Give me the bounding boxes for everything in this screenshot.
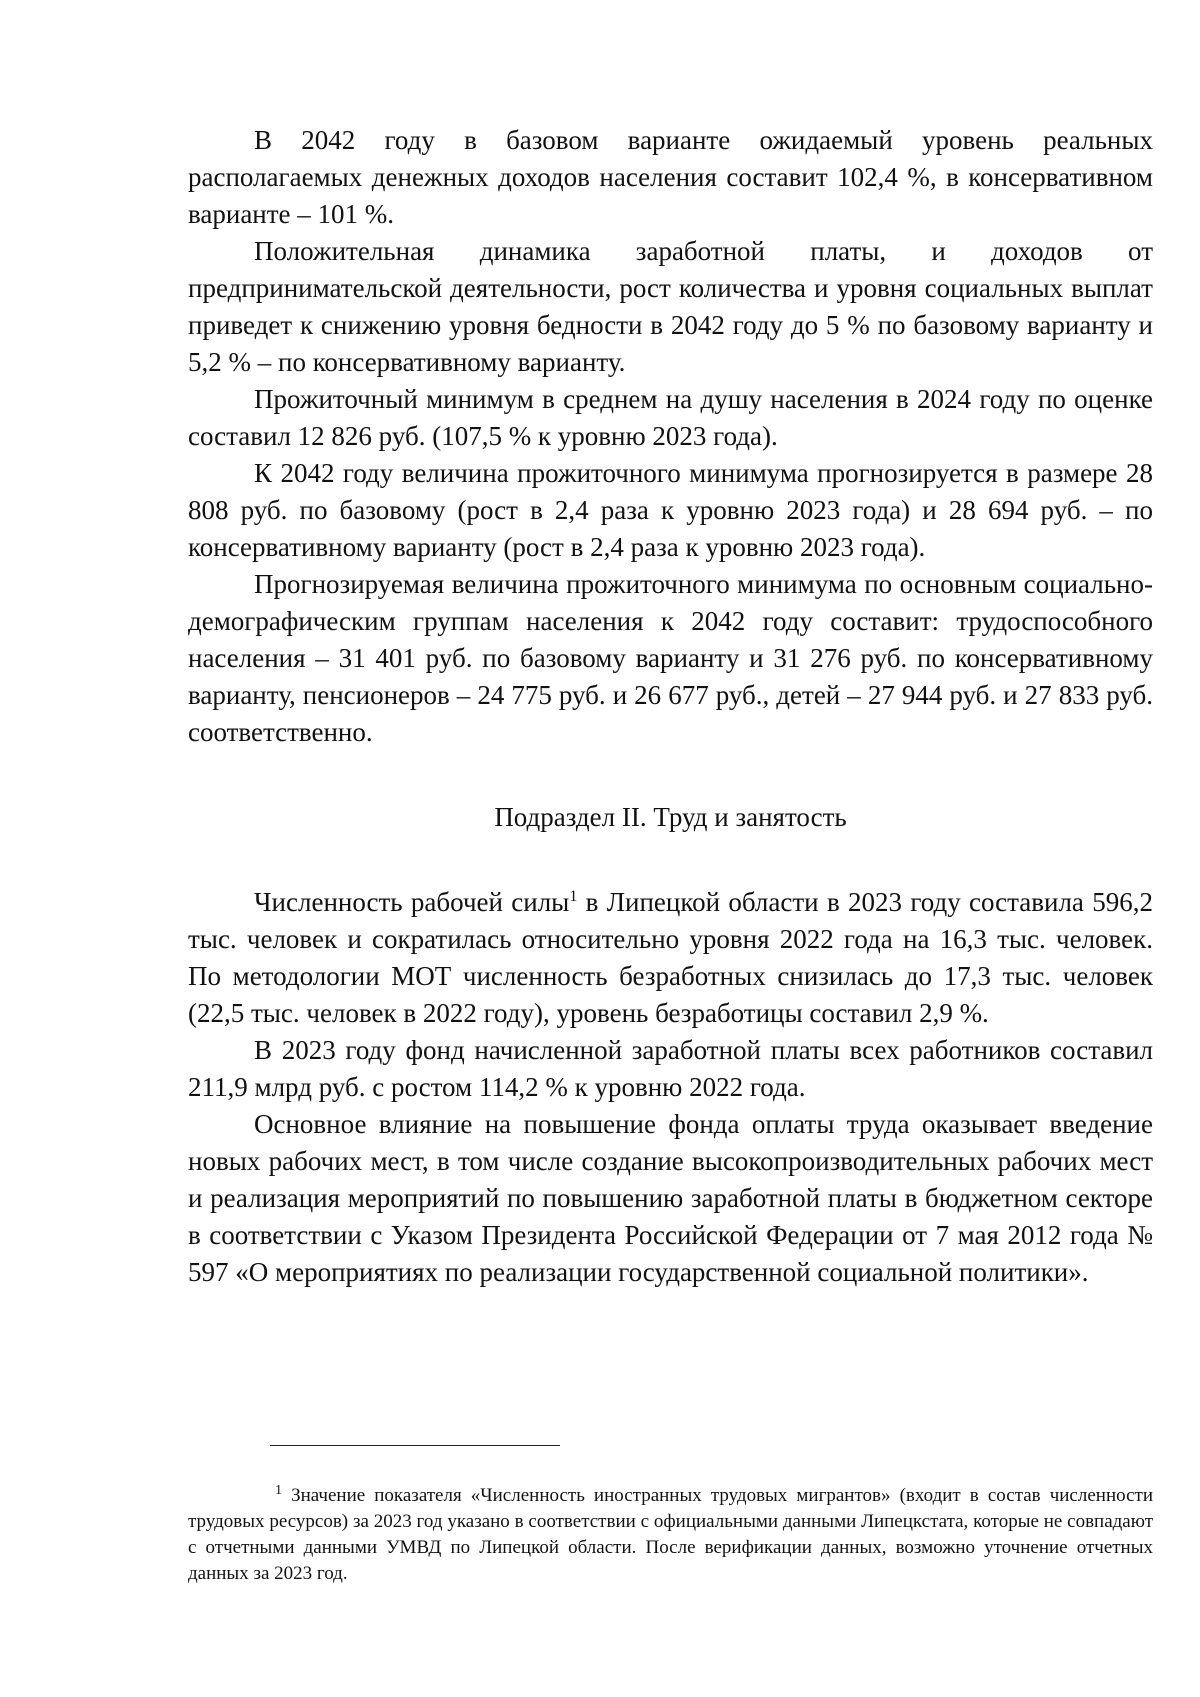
section-body xyxy=(188,884,1153,1291)
labor-force-text-start: Численность рабочей силы xyxy=(254,887,570,917)
paragraph-wage-fund: В 2023 году фонд начисленной заработной платы всех работников составил 211,9 млрд руб. с ростом 114,2 % к уровню 2022 года. xyxy=(188,1035,1153,1102)
labor-force-text-end: в Липецкой области в 2023 году составила 596,2 тыс. человек и сократилась относительно уровня 2022 года на 16,3 тыс. человек. По методологии МОТ численность безработных снизилась до 17,3 тыс. человек (22,5 тыс. человек в 2022 году), уровень безработицы составил 2,9 %. xyxy=(188,887,1153,1028)
footnote xyxy=(188,1483,1153,1587)
footnote-marker: 1 xyxy=(275,1483,282,1498)
paragraph-income-forecast: В 2042 году в базовом варианте ожидаемый уровень реальных располагаемых денежных доходов населения составит 102,4 %, в консервативном варианте – 101 %. xyxy=(188,125,1153,229)
footnote-separator xyxy=(270,1445,560,1446)
paragraph-subsistence-minimum-2042: К 2042 году величина прожиточного минимума прогнозируется в размере 28 808 руб. по базовому (рост в 2,4 раза к уровню 2023 года) и 28 694 руб. – по консервативному варианту (рост в 2,4 раза к уровню 2023 года). xyxy=(188,458,1153,562)
footnote-reference[interactable]: 1 xyxy=(569,888,578,905)
paragraph-subsistence-groups: Прогнозируемая величина прожиточного минимума по основным социально-демографическим группам населения к 2042 году составит: трудоспособного населения – 31 401 руб. по базовому варианту и 31 276 руб. по консервативному варианту, пенсионеров – 24 775 руб. и 26 677 руб., детей – 27 944 руб. и 27 833 руб. соответственно. xyxy=(188,569,1153,747)
paragraph-wage-fund-factors: Основное влияние на повышение фонда оплаты труда оказывает введение новых рабочих мест, в том числе создание высокопроизводительных рабочих мест и реализация мероприятий по повышению заработной платы в бюджетном секторе в соответствии с Указом Президента Российской Федерации от 7 мая 2012 года № 597 «О мероприятиях по реализации государственной социальной политики». xyxy=(188,1109,1153,1287)
paragraph-subsistence-minimum-2024: Прожиточный минимум в среднем на душу населения в 2024 году по оценке составил 12 826 руб. (107,5 % к уровню 2023 года). xyxy=(188,384,1153,451)
footnote-text: Значение показателя «Численность иностранных трудовых мигрантов» (входит в состав численности трудовых ресурсов) за 2023 год указано в соответствии с официальными данными Липецкстата, которые не совпадают с отчетными данными УМВД по Липецкой области. После верификации данных, возможно уточнение отчетных данных за 2023 год. xyxy=(188,1485,1153,1584)
document-page xyxy=(188,122,1153,1291)
paragraph-labor-force xyxy=(188,884,1153,1032)
paragraph-poverty-level: Положительная динамика заработной платы, и доходов от предпринимательской деятельности, рост количества и уровня социальных выплат приведет к снижению уровня бедности в 2042 году до 5 % по базовому варианту и 5,2 % – по консервативному варианту. xyxy=(188,236,1153,377)
section-title: Подраздел II. Труд и занятость xyxy=(494,802,847,832)
